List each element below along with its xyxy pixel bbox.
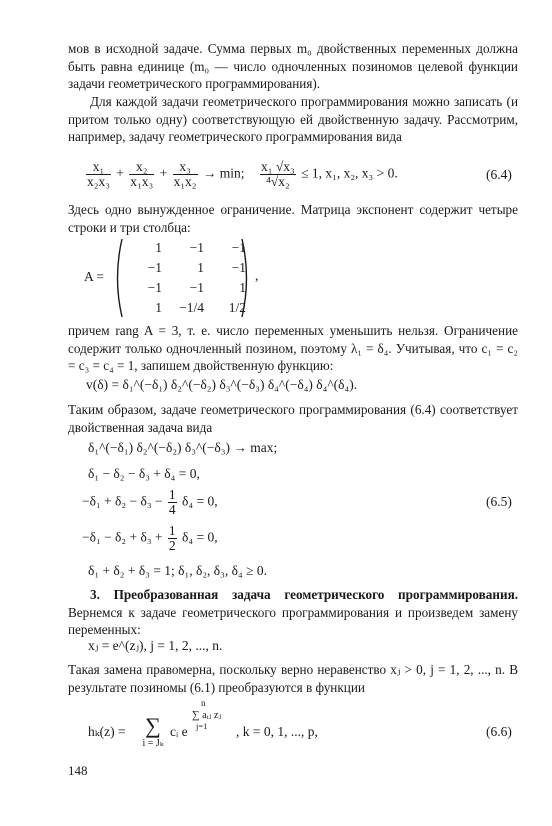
section-heading: 3. Преобразованная задача геометрического программирования.: [90, 587, 518, 602]
dual-constraint-3: −δ₁ − δ₂ + δ₃ + $\frac{1}{2}$ δ₄ = 0,: [82, 523, 218, 553]
matrix-trailing-comma: ,: [255, 268, 259, 283]
summation-subscript: i = Jₖ: [142, 738, 164, 749]
matrix-row: 1 −1/4 1/2: [155, 300, 246, 315]
paragraph-intro: мов в исходной задаче. Сумма первых m₀ двойственных переменных должна быть равна единице (m₀ — число одночленных позиномов целевой функции задачи геометрического программирования).: [68, 41, 518, 91]
left-parenthesis: [112, 238, 124, 318]
exponent-matrix: [112, 238, 252, 318]
dual-constraint-1: δ₁ − δ₂ − δ₃ + δ₄ = 0,: [88, 466, 200, 481]
equation-number-6-5: (6.5): [486, 494, 512, 509]
fraction-3: $\frac{\text{x₃}}{\text{x₁x₂}}$: [173, 159, 197, 189]
fraction-one-quarter: $\frac{1}{4}$: [168, 487, 176, 517]
dual-normality: δ₁ + δ₂ + δ₃ = 1; δ₁, δ₂, δ₃, δ₄ ≥ 0.: [88, 563, 267, 578]
dual-constraint-2: −δ₁ + δ₂ − δ₃ − $\frac{1}{4}$ δ₄ = 0,: [82, 487, 218, 517]
fraction-2: $\frac{\text{x₂}}{\text{x₁x₃}}$: [130, 159, 154, 189]
fraction-one-half: $\frac{1}{2}$: [168, 523, 176, 553]
exponent-lower-limit: j=1: [196, 721, 208, 731]
matrix-row: −1 −1 1: [147, 280, 246, 295]
variable-substitution: xⱼ = e^(zⱼ), j = 1, 2, ..., n.: [88, 638, 223, 653]
exponent-sum: ∑ aᵢⱼ zⱼ: [192, 710, 222, 721]
eq66-condition: , k = 0, 1, ..., p,: [236, 724, 318, 739]
dual-objective: δ₁^(−δ₁) δ₂^(−δ₂) δ₃^(−δ₃) → max;: [88, 440, 278, 455]
page-number: 148: [68, 763, 88, 778]
matrix-row: 1 −1 −1: [155, 240, 246, 255]
matrix-table: [124, 238, 250, 318]
summation: [140, 714, 166, 749]
paragraph-dual-problem: Таким образом, задаче геометрического программирования (6.4) соответствует двойственная задача вида: [68, 402, 518, 435]
section-3-paragraph: 3. Преобразованная задача геометрического программирования. Вернемся к задаче геометрического программирования и произведем замену переменных:: [68, 587, 518, 637]
paragraph-dual-intro: Для каждой задачи геометрического программирования можно записать (и притом только одну) соответствующую ей двойственную задачу. Рассмотрим, например, задачу геометрического программирования вида: [68, 94, 518, 144]
equation-number-6-4: (6.4): [486, 167, 512, 182]
fraction-1: $\frac{\text{x₁}}{\text{x₂x₃}}$: [87, 159, 110, 189]
paragraph-rank: причем rang A = 3, т. е. число переменных уменьшить нельзя. Ограничение содержит только одночленный позином, поэтому λ₁ = δ₄. Учитывая, что c₁ = c₂ = c₃ = c₄ = 1, запишем двойственную функцию:: [68, 323, 518, 373]
matrix-row: −1 1 −1: [147, 260, 246, 275]
matrix-label: A =: [84, 269, 104, 284]
constraint-fraction: $\frac{\text{x₁ √x₃}}{\text{⁴√x₂}}$: [261, 159, 295, 189]
paragraph-substitution: Такая замена правомерна, поскольку верно неравенство xⱼ > 0, j = 1, 2, ..., n. В результате позиномы (6.1) преобразуются в функции: [68, 662, 518, 695]
exponent-upper-limit: n: [201, 698, 206, 708]
sigma-symbol: ∑: [145, 713, 161, 738]
right-parenthesis: [240, 238, 252, 318]
dual-function: v(δ) = δ₁^(−δ₁) δ₂^(−δ₂) δ₃^(−δ₃) δ₄^(−δ₄) δ₄^(δ₄).: [86, 377, 358, 392]
eq66-term: cᵢ e: [170, 724, 188, 739]
eq66-lhs: hₖ(z) =: [88, 724, 126, 739]
equation-6-4: $\frac{\text{x₁}}{\text{x₂x₃}}$ + $\frac{\text{x₂}}{\text{x₁x₃}}$ + $\frac{\text{x₃}}{\text{x₁x₂}}$ → min; $\frac{\text{x₁ √x₃}}{\text{⁴√x₂}}$ ≤ 1, x₁, x₂, x₃ > 0.: [87, 159, 398, 189]
equation-number-6-6: (6.6): [486, 724, 512, 739]
paragraph-matrix-intro: Здесь одно вынужденное ограничение. Матрица экспонент содержит четыре строки и три столбца:: [68, 202, 518, 235]
